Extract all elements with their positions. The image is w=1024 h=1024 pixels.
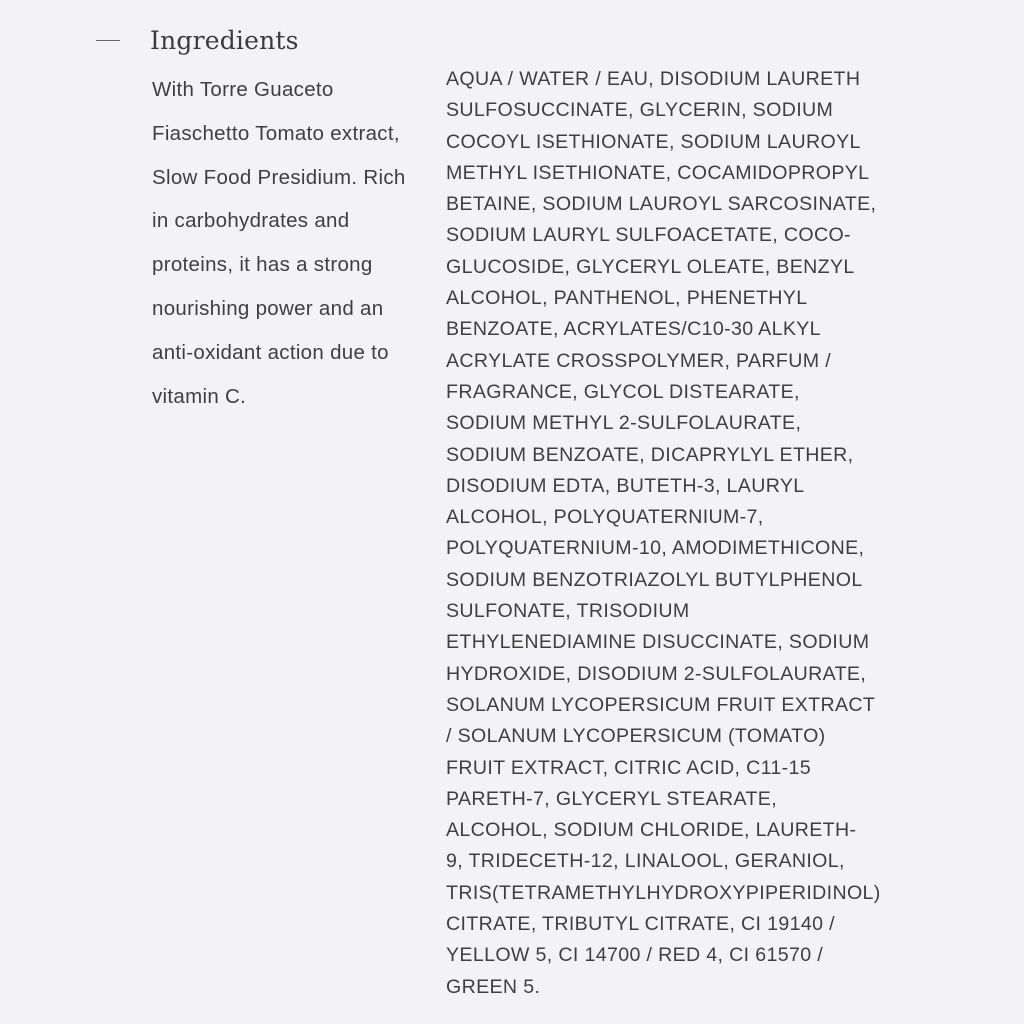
collapse-dash-icon[interactable] xyxy=(96,40,120,41)
section-title: Ingredients xyxy=(150,25,299,55)
ingredients-section-header[interactable] xyxy=(96,22,299,58)
product-description: With Torre Guaceto Fiaschetto Tomato extract, Slow Food Presidium. Rich in carbohydrates and proteins, it has a strong nourishing power and an anti-oxidant action due to vitamin C. xyxy=(152,78,406,408)
ingredients-list: AQUA / WATER / EAU, DISODIUM LAURETH SULFOSUCCINATE, GLYCERIN, SODIUM COCOYL ISETHIONATE, SODIUM LAUROYL METHYL ISETHIONATE, COCAMIDOPROPYL BETAINE, SODIUM LAUROYL SARCOSINATE, SODIUM LAURYL SULFOACETATE, COCO- GLUCOSIDE, GLYCERYL OLEATE, BENZYL ALCOHOL, PANTHENOL, PHENETHYL BENZOATE, ACRYLATES/C10-30 ALKYL ACRYLATE CROSSPOLYMER, PARFUM / FRAGRANCE, GLYCOL DISTEARATE, SODIUM METHYL 2-SULFOLAURATE, SODIUM BENZOATE, DICAPRYLYL ETHER, DISODIUM EDTA, BUTETH-3, LAURYL ALCOHOL, POLYQUATERNIUM-7, POLYQUATERNIUM-10, AMODIMETHICONE, SODIUM BENZOTRIAZOLYL BUTYLPHENOL SULFONATE, TRISODIUM ETHYLENEDIAMINE DISUCCINATE, SODIUM HYDROXIDE, DISODIUM 2-SULFOLAURATE, SOLANUM LYCOPERSICUM FRUIT EXTRACT / SOLANUM LYCOPERSICUM (TOMATO) FRUIT EXTRACT, CITRIC ACID, C11-15 PARETH-7, GLYCERYL STEARATE, ALCOHOL, SODIUM CHLORIDE, LAURETH- 9, TRIDECETH-12, LINALOOL, GERANIOL, TRIS(TETRAMETHYLHYDROXYPIPERIDINOL) CITRATE, TRIBUTYL CITRATE, CI 19140 / YELLOW 5, CI 14700 / RED 4, CI 61570 / GREEN 5. xyxy=(446,68,881,998)
